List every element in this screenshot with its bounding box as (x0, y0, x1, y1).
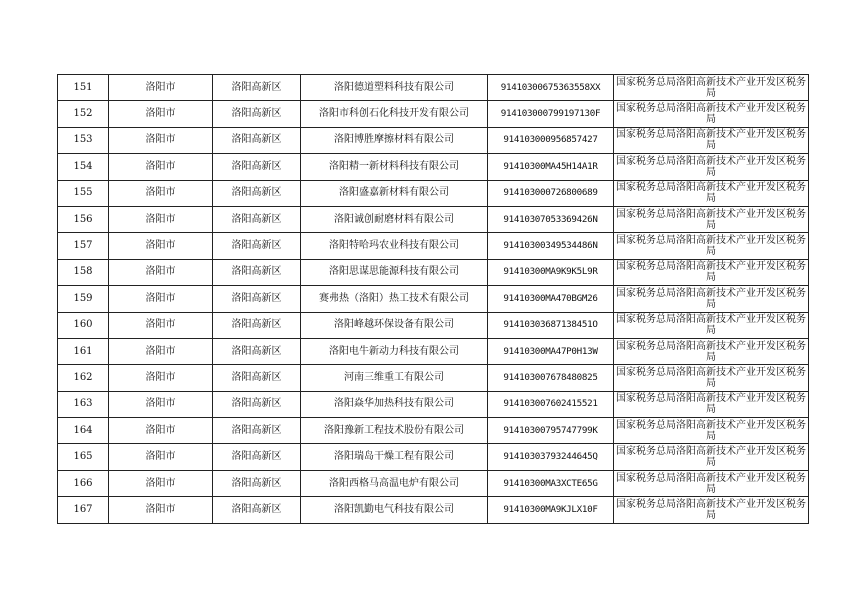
tax-authority-cell: 国家税务总局洛阳高新技术产业开发区税务局 (614, 259, 809, 285)
tax-authority-cell: 国家税务总局洛阳高新技术产业开发区税务局 (614, 312, 809, 338)
district-cell: 洛阳高新区 (213, 365, 301, 391)
table-row (58, 312, 809, 338)
city-cell: 洛阳市 (109, 497, 213, 523)
district-cell: 洛阳高新区 (213, 233, 301, 259)
city-cell: 洛阳市 (109, 391, 213, 417)
row-number: 162 (58, 365, 109, 391)
city-cell: 洛阳市 (109, 365, 213, 391)
tax-authority-cell: 国家税务总局洛阳高新技术产业开发区税务局 (614, 286, 809, 312)
credit-code-cell: 91410300MA3XCTE65G (488, 470, 614, 496)
credit-code-cell: 914103007602415521 (488, 391, 614, 417)
row-number: 157 (58, 233, 109, 259)
city-cell: 洛阳市 (109, 180, 213, 206)
credit-code-cell: 91410303687138451O (488, 312, 614, 338)
company-name-cell: 赛弗热（洛阳）热工技术有限公司 (301, 286, 488, 312)
district-cell: 洛阳高新区 (213, 312, 301, 338)
company-name-cell: 洛阳盛嘉新材料有限公司 (301, 180, 488, 206)
credit-code-cell: 91410300MA47P0H13W (488, 338, 614, 364)
district-cell: 洛阳高新区 (213, 180, 301, 206)
company-name-cell: 洛阳电牛新动力科技有限公司 (301, 338, 488, 364)
city-cell: 洛阳市 (109, 154, 213, 180)
district-cell: 洛阳高新区 (213, 470, 301, 496)
credit-code-cell: 914103000799197130F (488, 101, 614, 127)
row-number: 156 (58, 206, 109, 232)
table-row (58, 259, 809, 285)
row-number: 152 (58, 101, 109, 127)
tax-authority-cell: 国家税务总局洛阳高新技术产业开发区税务局 (614, 497, 809, 523)
credit-code-cell: 91410300MA45H14A1R (488, 154, 614, 180)
table-row (58, 470, 809, 496)
table-row (58, 497, 809, 523)
table-row (58, 391, 809, 417)
city-cell: 洛阳市 (109, 312, 213, 338)
district-cell: 洛阳高新区 (213, 127, 301, 153)
row-number: 158 (58, 259, 109, 285)
company-name-cell: 洛阳思谋思能源科技有限公司 (301, 259, 488, 285)
tax-authority-cell: 国家税务总局洛阳高新技术产业开发区税务局 (614, 154, 809, 180)
table-row (58, 286, 809, 312)
company-name-cell: 洛阳市科创石化科技开发有限公司 (301, 101, 488, 127)
taxpayer-table-body (58, 75, 809, 524)
tax-authority-cell: 国家税务总局洛阳高新技术产业开发区税务局 (614, 180, 809, 206)
city-cell: 洛阳市 (109, 101, 213, 127)
company-name-cell: 洛阳特哈玛农业科技有限公司 (301, 233, 488, 259)
credit-code-cell: 91410300675363558XX (488, 75, 614, 101)
district-cell: 洛阳高新区 (213, 444, 301, 470)
credit-code-cell: 91410300MA470BGM26 (488, 286, 614, 312)
table-row (58, 338, 809, 364)
district-cell: 洛阳高新区 (213, 286, 301, 312)
row-number: 164 (58, 418, 109, 444)
row-number: 154 (58, 154, 109, 180)
table-row (58, 101, 809, 127)
credit-code-cell: 91410307053369426N (488, 206, 614, 232)
table-row (58, 206, 809, 232)
city-cell: 洛阳市 (109, 206, 213, 232)
credit-code-cell: 91410300795747799K (488, 418, 614, 444)
company-name-cell: 河南三维重工有限公司 (301, 365, 488, 391)
tax-authority-cell: 国家税务总局洛阳高新技术产业开发区税务局 (614, 101, 809, 127)
table-row (58, 154, 809, 180)
district-cell: 洛阳高新区 (213, 75, 301, 101)
district-cell: 洛阳高新区 (213, 206, 301, 232)
district-cell: 洛阳高新区 (213, 418, 301, 444)
tax-authority-cell: 国家税务总局洛阳高新技术产业开发区税务局 (614, 470, 809, 496)
tax-authority-cell: 国家税务总局洛阳高新技术产业开发区税务局 (614, 206, 809, 232)
district-cell: 洛阳高新区 (213, 101, 301, 127)
tax-authority-cell: 国家税务总局洛阳高新技术产业开发区税务局 (614, 75, 809, 101)
city-cell: 洛阳市 (109, 338, 213, 364)
company-name-cell: 洛阳焱华加热科技有限公司 (301, 391, 488, 417)
tax-authority-cell: 国家税务总局洛阳高新技术产业开发区税务局 (614, 233, 809, 259)
company-name-cell: 洛阳瑞岛干燥工程有限公司 (301, 444, 488, 470)
company-name-cell: 洛阳凯勤电气科技有限公司 (301, 497, 488, 523)
row-number: 166 (58, 470, 109, 496)
city-cell: 洛阳市 (109, 233, 213, 259)
table-row (58, 444, 809, 470)
district-cell: 洛阳高新区 (213, 154, 301, 180)
taxpayer-table (57, 74, 809, 524)
city-cell: 洛阳市 (109, 444, 213, 470)
company-name-cell: 洛阳诚创耐磨材料有限公司 (301, 206, 488, 232)
city-cell: 洛阳市 (109, 470, 213, 496)
row-number: 165 (58, 444, 109, 470)
city-cell: 洛阳市 (109, 418, 213, 444)
table-row (58, 180, 809, 206)
row-number: 161 (58, 338, 109, 364)
row-number: 151 (58, 75, 109, 101)
table-row (58, 418, 809, 444)
city-cell: 洛阳市 (109, 127, 213, 153)
city-cell: 洛阳市 (109, 75, 213, 101)
row-number: 160 (58, 312, 109, 338)
row-number: 163 (58, 391, 109, 417)
company-name-cell: 洛阳德道塑料科技有限公司 (301, 75, 488, 101)
tax-authority-cell: 国家税务总局洛阳高新技术产业开发区税务局 (614, 127, 809, 153)
row-number: 159 (58, 286, 109, 312)
row-number: 167 (58, 497, 109, 523)
credit-code-cell: 91410300349534486N (488, 233, 614, 259)
credit-code-cell: 91410300MA9KJLX10F (488, 497, 614, 523)
tax-authority-cell: 国家税务总局洛阳高新技术产业开发区税务局 (614, 338, 809, 364)
row-number: 155 (58, 180, 109, 206)
tax-authority-cell: 国家税务总局洛阳高新技术产业开发区税务局 (614, 444, 809, 470)
district-cell: 洛阳高新区 (213, 497, 301, 523)
district-cell: 洛阳高新区 (213, 391, 301, 417)
row-number: 153 (58, 127, 109, 153)
table-row (58, 233, 809, 259)
district-cell: 洛阳高新区 (213, 259, 301, 285)
tax-authority-cell: 国家税务总局洛阳高新技术产业开发区税务局 (614, 418, 809, 444)
city-cell: 洛阳市 (109, 259, 213, 285)
city-cell: 洛阳市 (109, 286, 213, 312)
credit-code-cell: 914103000956857427 (488, 127, 614, 153)
company-name-cell: 洛阳博胜摩擦材料有限公司 (301, 127, 488, 153)
table-row (58, 75, 809, 101)
credit-code-cell: 91410303793244645Q (488, 444, 614, 470)
company-name-cell: 洛阳精一新材料科技有限公司 (301, 154, 488, 180)
tax-authority-cell: 国家税务总局洛阳高新技术产业开发区税务局 (614, 365, 809, 391)
credit-code-cell: 914103000726800689 (488, 180, 614, 206)
table-row (58, 127, 809, 153)
credit-code-cell: 914103007678480825 (488, 365, 614, 391)
company-name-cell: 洛阳豫新工程技术股份有限公司 (301, 418, 488, 444)
table-row (58, 365, 809, 391)
tax-authority-cell: 国家税务总局洛阳高新技术产业开发区税务局 (614, 391, 809, 417)
credit-code-cell: 91410300MA9K9K5L9R (488, 259, 614, 285)
district-cell: 洛阳高新区 (213, 338, 301, 364)
company-name-cell: 洛阳峰越环保设备有限公司 (301, 312, 488, 338)
company-name-cell: 洛阳西格马高温电炉有限公司 (301, 470, 488, 496)
